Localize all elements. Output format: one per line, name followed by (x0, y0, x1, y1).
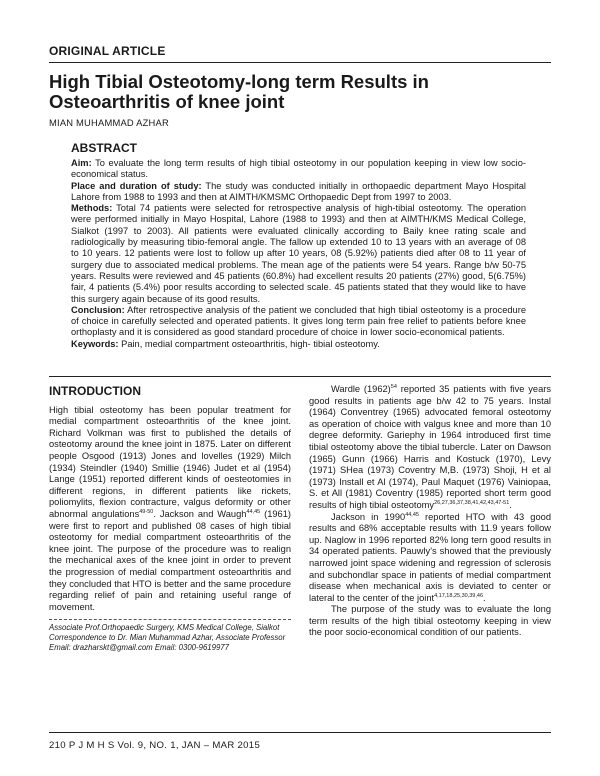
wardle-text-b: reported 35 patients with five years good results in patients age b/w 42 to 75 years. Instal (1964) Conventrey (1965) advocated femoral osteotomy as operation of choice with valgus knee and more than 10 degree deformity. Gariephy in 1964 introduced first time tibial osteotomy above the tibial tubercle. Later on Dawson (1965) Gunn (1966) Harris and Kostuck (1970), Levy (1971) SHea (1973) Coventry M,B. (1973) Shoji, H et al (1973) Install et Al (1974), Paul Maquet (1976) Vainiopaa, S. et All (1981) Coventry (1985) reported short term good results of high tibial osteotomy (309, 384, 551, 510)
right-column (309, 384, 551, 639)
footnote-affiliation: Associate Prof.Orthopaedic Surgery, KMS Medical College, Sialkot (49, 623, 280, 633)
aim-text: To evaluate the long term results of high tibial osteotomy in our population keeping in view low socio-economical status. (71, 158, 526, 180)
citation-sup: 54 (390, 384, 397, 390)
keywords-text: Pain, medial compartment osteoarthritis, high- tibial osteotomy. (118, 338, 380, 349)
citation-sup: 49-50 (139, 508, 154, 515)
methods-label: Methods: (71, 203, 113, 214)
intro-text-a: High tibial osteotomy has been popular treatment for medial compartment osteoarthritis of the knee joint. Richard Volkman was first to published the details of osteotomy around the knee joint in 1875. Later on different people Osgood (1913) Jones and lovelles (1929) Milch (1934) Steindler (1940) Smillie (1946) Judet et al (1954) Lange (1951) reported different kinds of oesteotomies in different regions, in different patients like rickets, poliomylits, flexion contracture, valgus deformity or other abnormal angulations (49, 404, 291, 519)
intro-paragraph (49, 405, 291, 614)
abstract-body (71, 158, 526, 350)
author-name: MIAN MUHAMMAD AZHAR (49, 117, 169, 128)
wardle-text-a: Wardle (1962) (331, 384, 391, 394)
footnote-divider (49, 619, 291, 620)
aim-label: Aim: (71, 158, 92, 168)
jackson-text-b: reported HTO with 43 good results and 68% acceptable results with 11.9 years follow up. Naglow in 1996 reported 82% long tern good results in 34 operated patients. Pauwly's showed that the previously narrowed joint space widening and regression of sclerosis and subchondlar space in patients of medial compartment disease when mechanical axis is deviated to center or lateral to the center of the joint (309, 511, 551, 603)
place-text: The study was conducted initially in orthopaedic department Mayo Hospital Lahore from 1988 to 1993 and then at AIMTH/KMSMC Orthopaedic Dept from 1997 to 2003. (71, 180, 526, 202)
keywords-label: Keywords: (71, 338, 119, 349)
abstract-place (71, 181, 526, 204)
conclusion-label: Conclusion: (71, 304, 125, 315)
introduction-heading: INTRODUCTION (49, 384, 141, 398)
footnote-correspondence: Correspondence to Dr. Mian Muhammad Azhar, Associate Professor Email: drazharskt@gmail.com Email: 0300-9619977 (49, 633, 286, 653)
citation-sup: 4,17,18,25,30,39,46 (434, 592, 484, 599)
footer-rule (49, 732, 551, 733)
jackson-paragraph (309, 512, 551, 605)
abstract-rule (49, 376, 551, 377)
header-rule (49, 62, 551, 63)
left-column (49, 386, 291, 653)
abstract-conclusion (71, 305, 526, 339)
page-footer: 210 P J M H S Vol. 9, NO. 1, JAN – MAR 2015 (49, 740, 261, 751)
conclusion-text: After retrospective analysis of the patient we concluded that high tibial osteotomy is a procedure of choice in carefully selected and operated patients. It gives long term pain free relief to patients before knee orthoplasty and it is considered as good standard procedure of choice in lower socio-economical patients. (71, 304, 526, 338)
abstract-heading: ABSTRACT (71, 141, 137, 155)
section-label: ORIGINAL ARTICLE (49, 44, 166, 58)
intro-text-b: . Jackson and Waugh (153, 508, 247, 519)
citation-sup: 44,45 (405, 511, 419, 518)
intro-text-c: (1961) were first to report and published 08 cases of high tibial osteotomy for medial compartment osteoarthritis of the knee joint. The purpose of the procedure was to realign the mechanical axes of the knee joint in order to prevent the progression of medial compartment osteoarthritis and they concluded that HTO is better and the same procedure regarding relief of pain and retaining useful range of movement. (49, 508, 291, 612)
wardle-text-c: . (509, 499, 512, 510)
abstract-aim (71, 158, 526, 181)
purpose-paragraph: The purpose of the study was to evaluate the long term results of the high tibial osteotomy keeping in view the poor socio-economical condition of our patients. (309, 604, 551, 638)
jackson-text-a: Jackson in 1990 (331, 511, 406, 522)
wardle-paragraph (309, 384, 551, 512)
citation-sup: 44,45 (246, 508, 261, 515)
citation-sup: 26,27,36,37,38,41,42,43,47-51 (434, 499, 510, 506)
jackson-text-c: . (483, 592, 486, 603)
abstract-methods (71, 203, 526, 305)
abstract-keywords (71, 339, 526, 350)
article-title: High Tibial Osteotomy-long term Results in Osteoarthritis of knee joint (49, 71, 429, 112)
methods-text: Total 74 patients were selected for retrospective analysis of high-tibial osteotomy. The operation were performed initially in Mayo Hospital, Lahore (1988 to 1993) and then at AIMTH/KMS Medical College, Sialkot (1997 to 2003). All patients were evaluated clinically according to Baily knee rating scale and radiologically by measuring tibio-femoral angle. The fallow up extended 10 to 13 years with an average of 08 to 10 years. 12 patients were lost to follow up after 10 years, 08 (5.92%) patients died after 08 to 11 year of surgery due to associated medical problems. The mean age of the patients were 54 years. Range b/w 50-75 years. Results were reviewed and 45 patients (60.8%) had excellent results 20 patients (27%) good, 5(6.75%) fair, 4 patients (5.4%) poor results according to selected scale. 45 patients stated that they would like to have this surgery again because of its good results. (71, 203, 526, 304)
place-label: Place and duration of study: (71, 180, 202, 191)
